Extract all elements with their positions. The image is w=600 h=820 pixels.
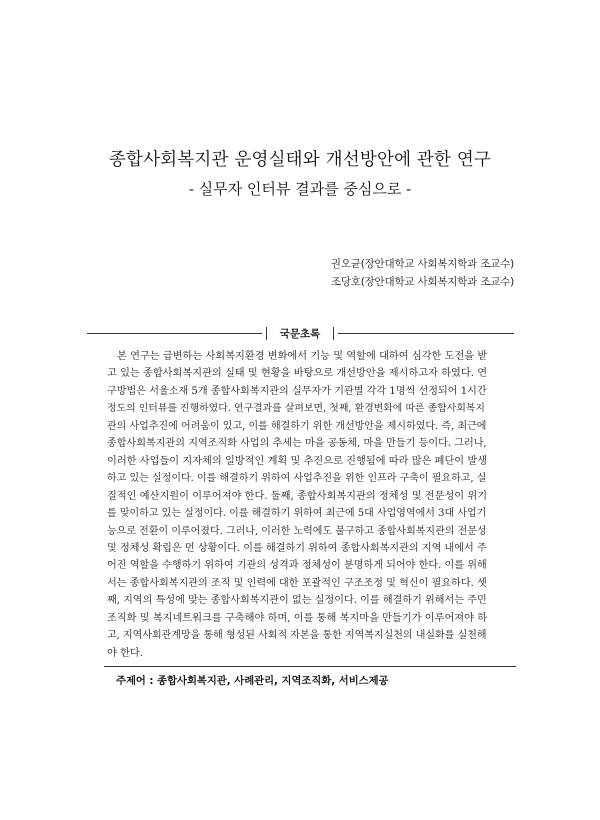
- abstract-line: 능으로 전환이 이루어졌다. 그러나, 이러한 노력에도 불구하고 종합사회복지관의 전문성: [107, 525, 487, 537]
- abstract-line: 서는 종합사회복지관의 조직 및 인력에 대한 포괄적인 구조조정 및 혁신이 필요하다. 셋: [107, 577, 487, 589]
- abstract-line: 이러한 사업들이 지자체의 일방적인 계획 및 추진으로 진행됨에 따라 많은 폐단이 발생: [107, 455, 487, 467]
- abstract-line: 정도의 인터뷰를 진행하였다. 연구결과를 살펴보면, 첫째, 환경변화에 따른 종합사회복지: [107, 403, 485, 415]
- abstract-line: 구방법은 서울소재 5개 종합사회복지관의 실무자가 기관별 각각 1명씩 선정되어 1시간: [107, 385, 487, 397]
- abstract-line: 및 정체성 확립은 먼 상황이다. 이를 해결하기 위하여 종합사회복지관의 지역 내에서 주: [107, 542, 487, 554]
- author-1: 권오균(장안대학교 사회복지학과 조교수): [330, 258, 514, 270]
- abstract-label-bar-right: [333, 327, 334, 340]
- abstract-line: 야 한다.: [107, 647, 143, 659]
- abstract-line: 질적인 예산지원이 이루어져야 한다. 둘째, 종합사회복지관의 정체성 및 전문성이 위기: [107, 490, 487, 502]
- abstract-line: 고 있는 종합사회복지관의 실태 및 현황을 바탕으로 개선방안을 제시하고자 하였다. 연: [107, 368, 487, 380]
- abstract-label: 국문초록: [279, 328, 321, 340]
- abstract-line: 를 맞이하고 있는 실정이다. 이를 해결하기 위하여 최근에 5대 사업영역에서 3대 사업기: [107, 508, 487, 520]
- abstract-rule-left: [87, 333, 262, 334]
- abstract-line: 본 연구는 급변하는 사회복지환경 변화에서 기능 및 역할에 대하여 심각한 도전을 받: [117, 351, 487, 362]
- author-2: 조당호(장안대학교 사회복지학과 조교수): [330, 276, 514, 288]
- abstract-body: [107, 348, 487, 662]
- paper-title: 종합사회복지관 운영실태와 개선방안에 관한 연구: [108, 150, 492, 170]
- abstract-line: 종합사회복지관의 지역조직화 사업의 추세는 마을 공동체, 마을 만들기 등이다. 그러나,: [107, 438, 487, 450]
- abstract-rule-right: [338, 333, 514, 334]
- abstract-line: 조직화 및 복지네트워크를 구축해야 하며, 이를 통해 복지마을 만들기가 이루어져야 하: [107, 612, 487, 624]
- abstract-line: 어진 역할을 수행하기 위하여 기관의 성격과 정체성이 분명하게 되어야 한다. 이를 위해: [107, 560, 487, 572]
- abstract-line: 고, 지역사회관계망을 통해 형성된 사회적 자본을 통한 지역복지실천의 내실화를 실천해: [107, 630, 487, 642]
- keywords: 주제어 : 종합사회복지관, 사례관리, 지역조직화, 서비스제공: [116, 675, 389, 687]
- abstract-line: 하고 있는 실정이다. 이를 해결하기 위하여 사업추진을 위한 인프라 구축이 필요하고, 실: [107, 473, 487, 485]
- paper-subtitle: - 실무자 인터뷰 결과를 중심으로 -: [188, 180, 412, 198]
- abstract-line: 관의 사업추진에 어려움이 있고, 이를 해결하기 위한 개선방안을 제시하였다. 즉, 최근에: [107, 420, 487, 432]
- abstract-line: 째, 지역의 특성에 맞는 종합사회복지관이 없는 실정이다. 이를 해결하기 위해서는 주민: [107, 595, 487, 607]
- abstract-label-bar-left: [266, 327, 267, 340]
- keywords-rule: [104, 666, 516, 667]
